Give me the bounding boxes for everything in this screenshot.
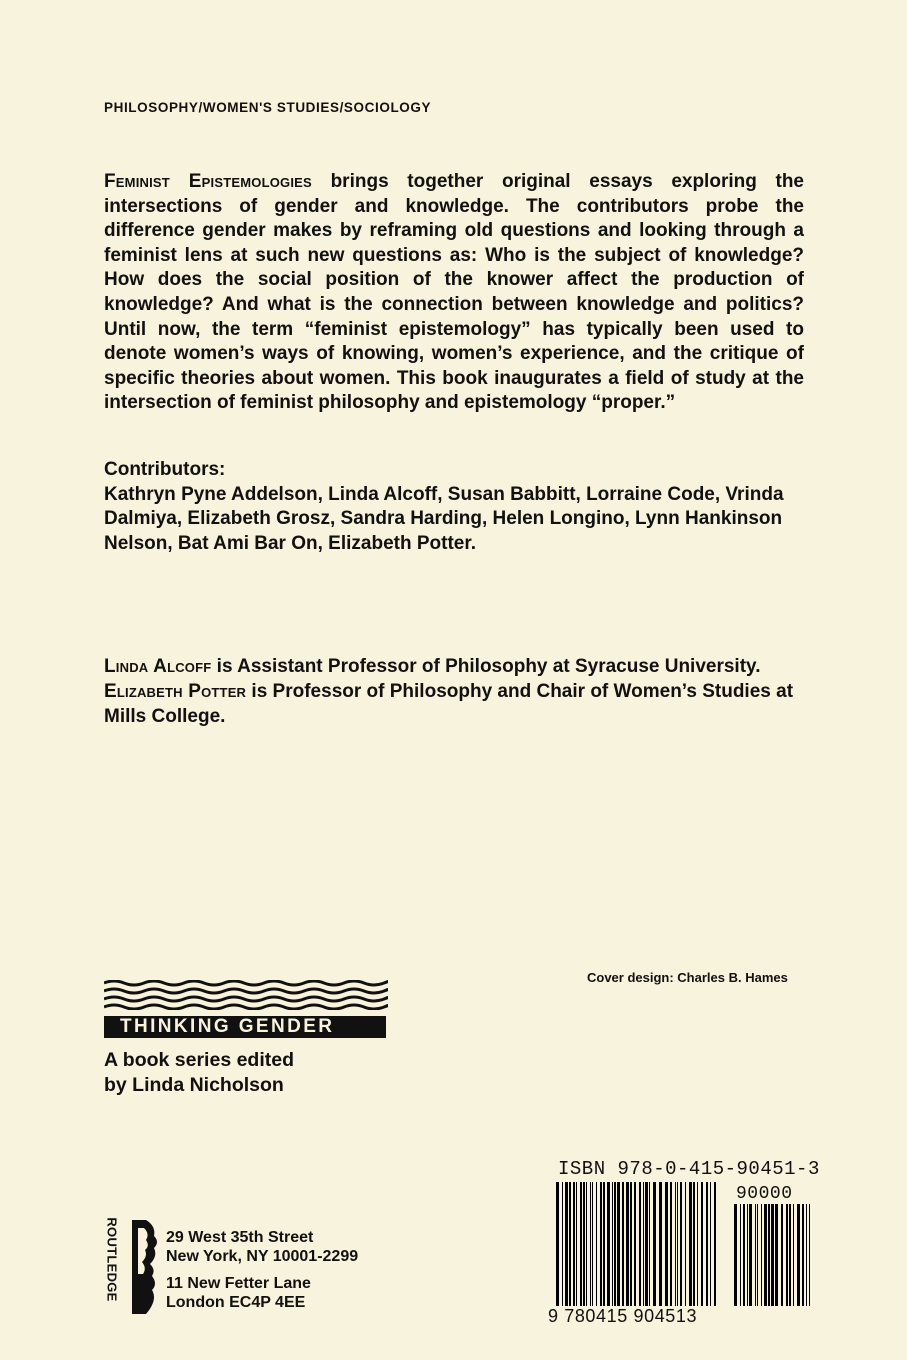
barcode-bar: [734, 1204, 737, 1306]
isbn-label: ISBN 978-0-415-90451-3: [558, 1158, 820, 1180]
barcode-bar: [569, 1182, 571, 1306]
description-text: brings together original essays exploring the intersections of gender and knowledge. The contributors probe the difference gender makes by reframing old questions and looking through a feminist lens at such new questions as: Who is the subject of knowledge? How does the social position of the knower affect the production of knowledge? And what is the connection between knowledge and politics? Until now, the term “feminist epistemology” has typically been used to denote women’s ways of knowing, women’s experience, and the critique of specific theories about women. This book inaugurates a field of study at the intersection of feminist philosophy and epistemology “proper.”: [104, 171, 804, 414]
barcode-bar: [802, 1204, 804, 1306]
barcode-bar: [565, 1182, 568, 1306]
barcode-addon: [734, 1204, 810, 1306]
barcode-bar: [586, 1182, 587, 1306]
barcode-bar: [622, 1182, 624, 1306]
barcode-bar: [764, 1204, 767, 1306]
barcode-bar: [685, 1182, 686, 1306]
barcode-bar: [617, 1182, 620, 1306]
barcode-bar: [743, 1204, 745, 1306]
barcode-bar: [693, 1182, 695, 1306]
barcode-bar: [797, 1204, 800, 1306]
address-london: [166, 1274, 311, 1312]
author-bio-alcoff: [104, 654, 814, 679]
barcode-bar: [809, 1204, 810, 1306]
barcode-bar: [562, 1182, 563, 1306]
contributors-block: [104, 458, 804, 556]
barcode-bar: [592, 1182, 593, 1306]
barcode-bar: [757, 1204, 758, 1306]
barcode-bar: [556, 1182, 559, 1306]
routledge-profile-icon: [132, 1220, 160, 1314]
barcode-bar: [670, 1182, 672, 1306]
barcode-bar: [603, 1182, 605, 1306]
barcode-bar: [634, 1182, 636, 1306]
barcode-bar: [775, 1204, 778, 1306]
barcode-bar: [630, 1182, 632, 1306]
publisher-name: ROUTLEDGE: [104, 1217, 120, 1302]
barcode-bar: [697, 1182, 698, 1306]
address-line: New York, NY 10001-2299: [166, 1248, 359, 1265]
barcode-bar: [755, 1204, 756, 1306]
barcode-bar: [781, 1204, 783, 1306]
address-line: London EC4P 4EE: [166, 1294, 306, 1311]
barcode-bar: [806, 1204, 807, 1306]
barcode-bar: [786, 1204, 788, 1306]
address-line: 29 West 35th Street: [166, 1229, 314, 1246]
barcode-bar: [771, 1204, 774, 1306]
author-name: Linda Alcoff: [104, 656, 212, 677]
address-new-york: [166, 1228, 358, 1266]
barcode-bar: [706, 1182, 708, 1306]
waves-icon: [104, 980, 388, 1010]
barcode-bar: [749, 1204, 752, 1306]
author-bio-potter: [104, 679, 814, 729]
barcode-bar: [639, 1182, 641, 1306]
category-line: PHILOSOPHY/WOMEN'S STUDIES/SOCIOLOGY: [104, 100, 432, 115]
barcode-bar: [607, 1182, 610, 1306]
barcode-bar: [714, 1182, 716, 1306]
barcode-bar: [761, 1204, 762, 1306]
series-logo: [104, 980, 388, 1038]
barcode-bar: [710, 1182, 711, 1306]
barcode-bar: [614, 1182, 616, 1306]
barcode-bar: [596, 1182, 597, 1306]
barcode-bar: [689, 1182, 692, 1306]
barcode-bar: [659, 1182, 662, 1306]
series-description: [104, 1048, 294, 1098]
barcode-bar: [789, 1204, 791, 1306]
barcode-bar: [768, 1204, 770, 1306]
series-name: THINKING GENDER: [104, 1016, 386, 1038]
series-line-1: A book series edited: [104, 1049, 295, 1071]
barcode-digits: 9 780415 904513: [548, 1306, 698, 1326]
publisher-logo: [100, 1216, 162, 1316]
barcode-bar: [626, 1182, 629, 1306]
barcode-bar: [573, 1182, 575, 1306]
barcode-bar: [680, 1182, 682, 1306]
barcode-bar: [590, 1182, 591, 1306]
book-description: [104, 170, 804, 416]
barcode-bar: [653, 1182, 656, 1306]
contributors-names: Kathryn Pyne Addelson, Linda Alcoff, Susan Babbitt, Lorraine Code, Vrinda Dalmiya, Elizabeth Grosz, Sandra Harding, Helen Longino, Lynn Hankinson Nelson, Bat Ami Bar On, Elizabeth Potter.: [104, 483, 784, 554]
barcode-bar: [576, 1182, 577, 1306]
barcode-bar: [583, 1182, 585, 1306]
barcode-bar: [580, 1182, 582, 1306]
address-line: 11 New Fetter Lane: [166, 1275, 311, 1292]
book-title: Feminist Epistemologies: [104, 171, 312, 192]
barcode-bar: [665, 1182, 668, 1306]
barcode-bar: [747, 1204, 748, 1306]
author-bios: [104, 654, 814, 729]
contributors-heading: Contributors:: [104, 459, 226, 480]
series-line-2: by Linda Nicholson: [104, 1074, 284, 1096]
cover-design-credit: Cover design: Charles B. Hames: [587, 970, 788, 985]
barcode-bar: [675, 1182, 676, 1306]
barcode-bar: [645, 1182, 648, 1306]
barcode-bar: [600, 1182, 602, 1306]
barcode-bar: [643, 1182, 644, 1306]
author-bio-text: is Assistant Professor of Philosophy at Syracuse University.: [211, 656, 761, 677]
author-name: Elizabeth Potter: [104, 681, 247, 702]
price-code: 90000: [736, 1184, 793, 1204]
author-bio-text: is Professor of Philosophy and Chair of Women’s Studies at Mills College.: [104, 681, 794, 727]
barcode-bar: [740, 1204, 741, 1306]
barcode-bar: [649, 1182, 650, 1306]
barcode-bar: [793, 1204, 794, 1306]
barcode-bar: [612, 1182, 613, 1306]
barcode-bar: [677, 1182, 678, 1306]
barcode-bar: [701, 1182, 703, 1306]
barcode-main: [556, 1182, 716, 1306]
